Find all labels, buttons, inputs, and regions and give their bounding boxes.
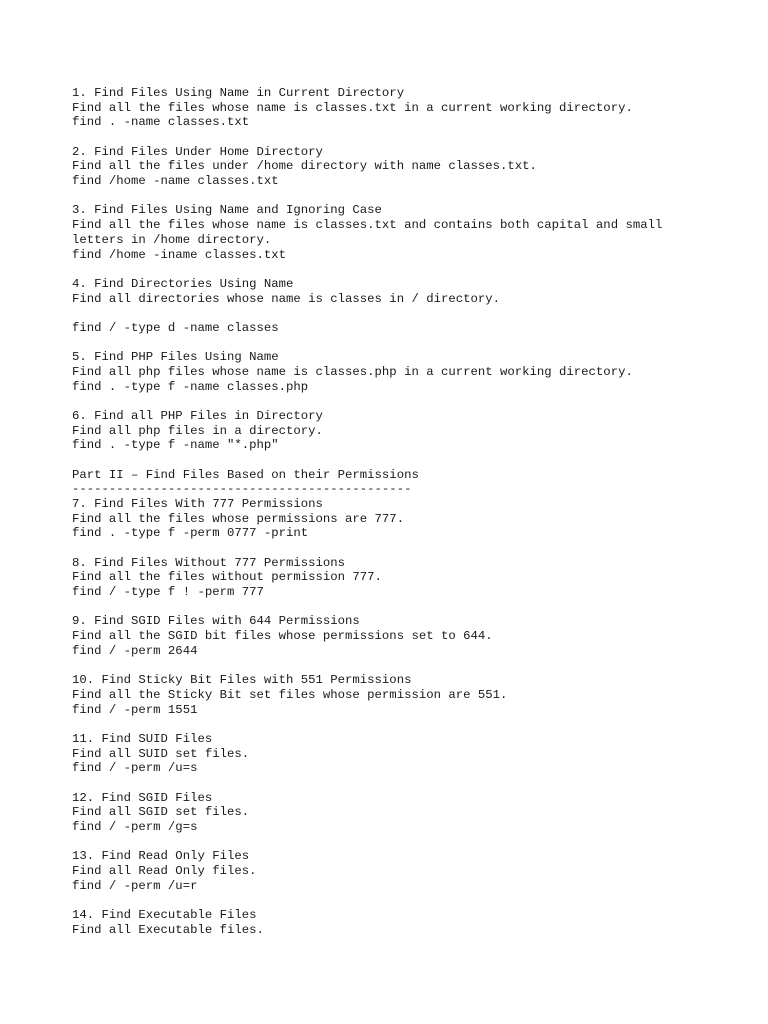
section-command: find / -perm /g=s [72, 819, 198, 834]
section-command: find . -type f -perm 0777 -print [72, 526, 309, 541]
section-heading: 4. Find Directories Using Name [72, 276, 294, 291]
section-heading: 14. Find Executable Files [72, 907, 257, 922]
section-heading: 13. Find Read Only Files [72, 849, 250, 864]
section-description: Find all SUID set files. [72, 746, 250, 761]
section-heading: 9. Find SGID Files with 644 Permissions [72, 614, 360, 629]
section-5 [72, 350, 732, 394]
section-command: find /home -name classes.txt [72, 174, 279, 189]
section-command: find / -perm /u=r [72, 878, 198, 893]
section-heading: 7. Find Files With 777 Permissions [72, 497, 323, 512]
divider-line: ---------------------------------------------- [72, 482, 412, 497]
section-description: Find all the files whose name is classes.txt in a current working directory. [72, 100, 633, 115]
section-command: find / -type d -name classes [72, 320, 279, 335]
document-page [72, 86, 732, 937]
section-command: find / -perm 1551 [72, 702, 198, 717]
section-description: Find all Read Only files. [72, 863, 257, 878]
section-14 [72, 908, 732, 937]
section-description: Find all SGID set files. [72, 805, 250, 820]
section-command: find / -perm /u=s [72, 761, 198, 776]
section-heading: 11. Find SUID Files [72, 731, 213, 746]
section-heading: 3. Find Files Using Name and Ignoring Case [72, 203, 382, 218]
section-command: find . -type f -name classes.php [72, 379, 309, 394]
section-command: find . -name classes.txt [72, 115, 250, 130]
section-description: Find all the SGID bit files whose permissions set to 644. [72, 629, 493, 644]
section-heading: 12. Find SGID Files [72, 790, 213, 805]
section-9 [72, 614, 732, 658]
section-heading: 2. Find Files Under Home Directory [72, 144, 323, 159]
section-4 [72, 277, 732, 336]
section-heading: 8. Find Files Without 777 Permissions [72, 555, 346, 570]
section-description: Find all the Sticky Bit set files whose permission are 551. [72, 687, 508, 702]
section-command: find /home -iname classes.txt [72, 247, 287, 262]
section-10 [72, 673, 732, 717]
blank-line [72, 306, 732, 321]
section-6 [72, 409, 732, 453]
section-heading: 6. Find all PHP Files in Directory [72, 408, 323, 423]
section-description: Find all php files whose name is classes.php in a current working directory. [72, 364, 633, 379]
section-description: letters in /home directory. [72, 232, 272, 247]
section-command: find / -type f ! -perm 777 [72, 585, 264, 600]
part-heading: Part II – Find Files Based on their Permissions [72, 467, 419, 482]
section-1 [72, 86, 732, 130]
section-description: Find all php files in a directory. [72, 423, 323, 438]
section-description: Find all Executable files. [72, 922, 264, 937]
section-description: Find all the files whose name is classes.txt and contains both capital and small [72, 218, 663, 233]
section-description: Find all directories whose name is classes in / directory. [72, 291, 501, 306]
section-heading: 1. Find Files Using Name in Current Directory [72, 86, 405, 100]
section-13 [72, 849, 732, 893]
section-description: Find all the files under /home directory with name classes.txt. [72, 159, 537, 174]
section-12 [72, 791, 732, 835]
part-two-header [72, 468, 732, 497]
section-heading: 10. Find Sticky Bit Files with 551 Permissions [72, 673, 412, 688]
section-8 [72, 556, 732, 600]
section-2 [72, 145, 732, 189]
section-11 [72, 732, 732, 776]
section-description: Find all the files whose permissions are 777. [72, 511, 405, 526]
section-3 [72, 203, 732, 262]
section-command: find . -type f -name "*.php" [72, 438, 279, 453]
section-7 [72, 497, 732, 541]
section-heading: 5. Find PHP Files Using Name [72, 350, 279, 365]
section-command: find / -perm 2644 [72, 643, 198, 658]
section-description: Find all the files without permission 777. [72, 570, 382, 585]
